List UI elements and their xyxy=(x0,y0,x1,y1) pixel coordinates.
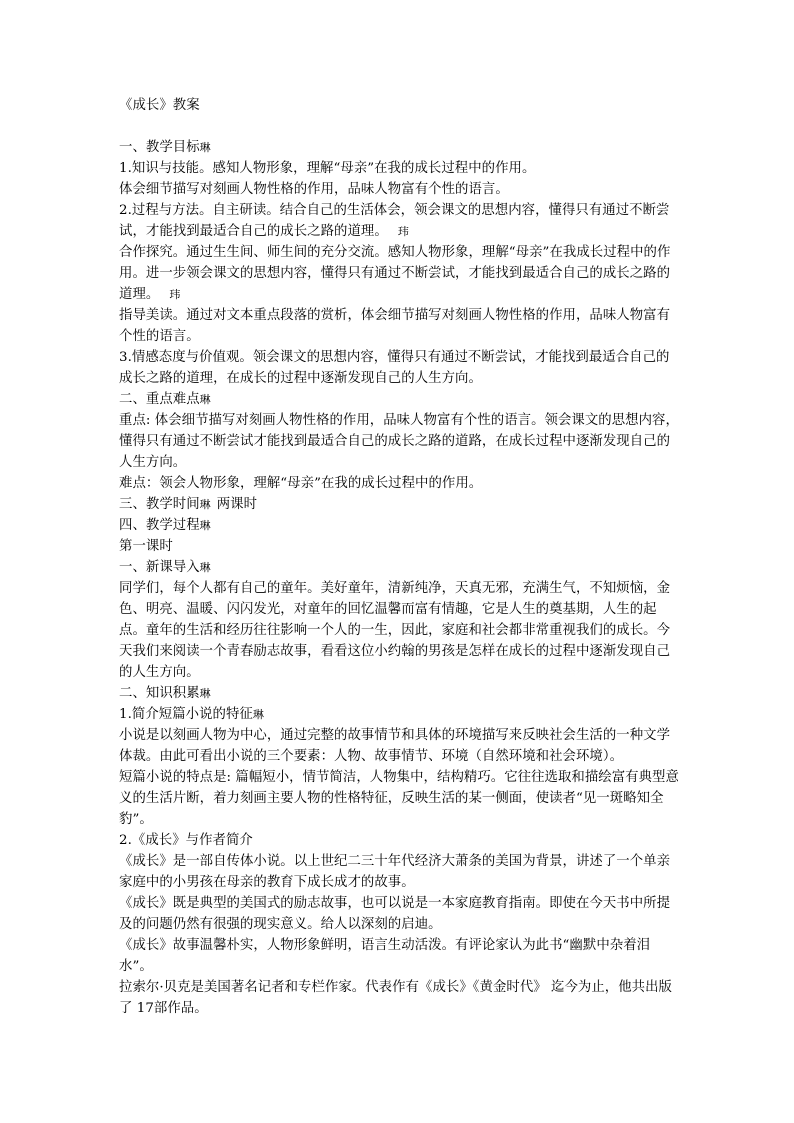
period-label: 第一课时 xyxy=(119,539,173,554)
heading-text: 四、教学过程 xyxy=(119,518,200,533)
author-intro: 拉索尔·贝克是美国著名记者和专栏作家。代表作有《成长》《黄金时代》 迄今为止，他共出版了 17部作品。 xyxy=(119,980,672,1016)
subheading-introduction xyxy=(119,557,681,578)
heading-mark: 琳 xyxy=(199,393,211,406)
difficult-point: 难点：领会人物形象，理解“母亲”在我的成长过程中的作用。 xyxy=(119,476,483,491)
heading-mark: 琳 xyxy=(199,561,211,574)
section-heading-objectives xyxy=(119,137,681,158)
book-intro-2: 《成长》既是典型的美国式的励志故事，也可以说是一本家庭教育指南。即使在今天书中所提及的问题仍然有很强的现实意义。给人以深刻的启迪。 xyxy=(119,896,671,932)
heading-text: 三、教学时间 xyxy=(119,497,200,512)
heading-mark: 琳 xyxy=(252,708,264,721)
objective-reading: 指导美读。通过对文本重点段落的赏析，体会细节描写对刻画人物性格的作用，品味人物富有个性的语言。 xyxy=(119,308,671,344)
paragraph-mark: 玮 xyxy=(169,288,181,301)
section-heading-process xyxy=(119,515,681,536)
objective-process xyxy=(119,200,681,242)
heading-mark: 琳 xyxy=(199,687,211,700)
blank-line xyxy=(119,116,681,137)
item-heading-short-story xyxy=(119,704,681,725)
key-point: 重点: 体会细节描写对刻画人物性格的作用，品味人物富有个性的语言。领会课文的思想内容，懂得只有通过不断尝试才能找到最适合自己的成长之路的道路，在成长过程中逐渐发现自己的人生方向。 xyxy=(119,413,679,470)
short-story-features: 短篇小说的特点是: 篇幅短小，情节简洁，人物集中，结构精巧。它往往选取和描绘富有典型意义的生活片断，着力刻画主要人物的性格特征，反映生活的某一侧面，使读者“见一斑略知全豹”。 xyxy=(119,770,679,827)
section-heading-key-points xyxy=(119,389,681,410)
heading-text: 二、重点难点 xyxy=(119,392,200,407)
heading-text: 一、新课导入 xyxy=(119,560,200,575)
heading-text: 二、知识积累 xyxy=(119,686,200,701)
objective-knowledge: 1.知识与技能。感知人物形象，理解“母亲”在我的成长过程中的作用。 xyxy=(119,161,536,176)
item-heading-author: 2.《成长》与作者简介 xyxy=(119,833,253,848)
section-heading-time xyxy=(119,494,681,515)
subheading-knowledge xyxy=(119,683,681,704)
heading-mark: 琳 xyxy=(199,498,211,511)
document-title: 《成长》教案 xyxy=(119,98,200,113)
introduction-paragraph: 同学们，每个人都有自己的童年。美好童年，清新纯净，天真无邪，充满生气，不知烦恼，金色、明亮、温暖、闪闪发光，对童年的回忆温馨而富有情趣，它是人生的奠基期，人生的起点。童年的生活和经历往往影响一个人的一生，因此，家庭和社会都非常重视我们的成长。今天我们来阅读一个青春励志故事，看看这位小约翰的男孩是怎样在成长的过程中逐渐发现自己的人生方向。 xyxy=(119,581,671,680)
paragraph-mark: 玮 xyxy=(397,225,409,238)
teaching-time-value: 两课时 xyxy=(216,497,258,512)
objective-emotion: 3.情感态度与价值观。领会课文的思想内容，懂得只有通过不断尝试，才能找到最适合自己的成长之路的道理，在成长的过程中逐渐发现自己的人生方向。 xyxy=(119,350,670,386)
book-intro-1: 《成长》是一部自传体小说。以上世纪二三十年代经济大萧条的美国为背景，讲述了一个单亲家庭中的小男孩在母亲的教育下成长成才的故事。 xyxy=(119,854,671,890)
heading-text: 1.简介短篇小说的特征 xyxy=(119,707,253,722)
objective-cooperation xyxy=(119,242,681,305)
heading-text: 一、教学目标 xyxy=(119,140,200,155)
book-intro-3: 《成长》故事温馨朴实，人物形象鲜明，语言生动活泼。有评论家认为此书“幽默中杂着泪水”。 xyxy=(119,938,651,974)
paragraph-text: 2.过程与方法。自主研读。结合自己的生活体会，领会课文的思想内容，懂得只有通过不断尝试，才能找到最适合自己的成长之路的道理。 xyxy=(119,203,670,239)
heading-mark: 琳 xyxy=(199,141,211,154)
objective-knowledge-detail: 体会细节描写对刻画人物性格的作用，品味人物富有个性的语言。 xyxy=(119,182,509,197)
heading-mark: 琳 xyxy=(199,519,211,532)
novel-definition: 小说是以刻画人物为中心，通过完整的故事情节和具体的环境描写来反映社会生活的一种文学体裁。由此可看出小说的三个要素：人物、故事情节、环境（自然环境和社会环境）。 xyxy=(119,728,671,764)
document-body xyxy=(119,95,681,1019)
paragraph-text: 合作探究。通过生生间、师生间的充分交流。感知人物形象，理解“母亲”在我成长过程中的作用。进一步领会课文的思想内容，懂得只有通过不断尝试，才能找到最适合自己的成长之路的道理。 xyxy=(119,245,671,302)
